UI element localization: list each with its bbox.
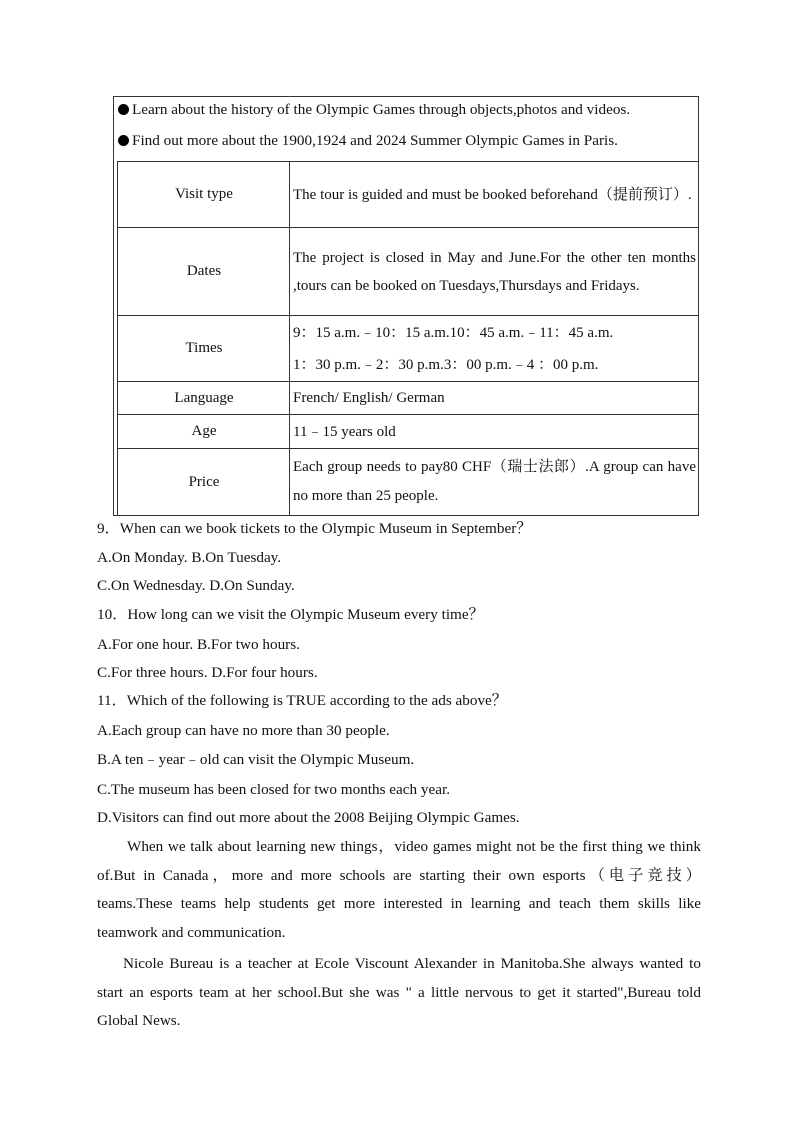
- table-row: [118, 415, 699, 449]
- row-label: Visit type: [118, 162, 290, 228]
- info-box: [113, 96, 699, 516]
- question-10-options-ab: A.For one hour. B.For two hours.: [97, 636, 300, 653]
- question-9: 9．When can we book tickets to the Olympic Museum in September？: [97, 520, 532, 537]
- row-label: Dates: [118, 228, 290, 316]
- table-row: [118, 449, 699, 516]
- question-11-option-a: A.Each group can have no more than 30 people.: [97, 722, 390, 739]
- row-label: Language: [118, 382, 290, 415]
- question-9-options-cd: C.On Wednesday. D.On Sunday.: [97, 577, 295, 594]
- time-line: 1：30 p.m.﹣2：30 p.m.3：00 p.m.﹣4 ：00 p.m.: [293, 356, 599, 373]
- bullet-item: [118, 99, 630, 121]
- question-11: 11．Which of the following is TRUE according to the ads above？: [97, 692, 507, 709]
- row-value: 11﹣15 years old: [290, 415, 699, 449]
- table-row: [118, 316, 699, 382]
- time-line: 9：15 a.m.﹣10：15 a.m.10：45 a.m.﹣11：45 a.m.: [293, 324, 614, 341]
- bullet-text: Find out more about the 1900,1924 and 2024 Summer Olympic Games in Paris.: [132, 132, 618, 149]
- bullet-item: [118, 130, 618, 152]
- question-11-option-c: C.The museum has been closed for two months each year.: [97, 781, 451, 798]
- table-row: [118, 382, 699, 415]
- row-value: [290, 316, 699, 382]
- bullet-dot-icon: [118, 135, 129, 146]
- row-value: The project is closed in May and June.For the other ten months ,tours can be booked on Tuesdays,Thursdays and Fridays.: [290, 228, 699, 316]
- passage-paragraph-2: [97, 950, 701, 1036]
- row-value: French/ English/ German: [290, 382, 699, 415]
- passage-text: Nicole Bureau is a teacher at Ecole Viscount Alexander in Manitoba.She always wanted to start an esports team at her school.But she was " a little nervous to get it started",Bureau told Global News.: [97, 955, 701, 1029]
- row-label: Age: [118, 415, 290, 449]
- question-10: 10．How long can we visit the Olympic Museum every time？: [97, 606, 484, 623]
- question-11-option-b: B.A ten﹣year﹣old can visit the Olympic Museum.: [97, 751, 415, 768]
- table-row: [118, 228, 699, 316]
- passage-paragraph-1: [97, 833, 701, 947]
- row-value: Each group needs to pay80 CHF（瑞士法郎）.A group can have no more than 25 people.: [290, 449, 699, 516]
- table-row: [118, 162, 699, 228]
- row-label: Times: [118, 316, 290, 382]
- museum-info-table: [117, 161, 699, 516]
- question-9-options-ab: A.On Monday. B.On Tuesday.: [97, 549, 282, 566]
- passage-text: When we talk about learning new things，video games might not be the first thing we think of.But in Canada，more and more schools are starting their own esports（电子竞技）teams.These teams help students get more interested in learning and teach them skills like teamwork and communication.: [97, 838, 701, 941]
- bullet-text: Learn about the history of the Olympic Games through objects,photos and videos.: [132, 101, 631, 118]
- question-10-options-cd: C.For three hours. D.For four hours.: [97, 664, 318, 681]
- bullet-dot-icon: [118, 104, 129, 115]
- row-value: The tour is guided and must be booked beforehand（提前预订）.: [290, 162, 699, 228]
- row-label: Price: [118, 449, 290, 516]
- question-11-option-d: D.Visitors can find out more about the 2008 Beijing Olympic Games.: [97, 809, 520, 826]
